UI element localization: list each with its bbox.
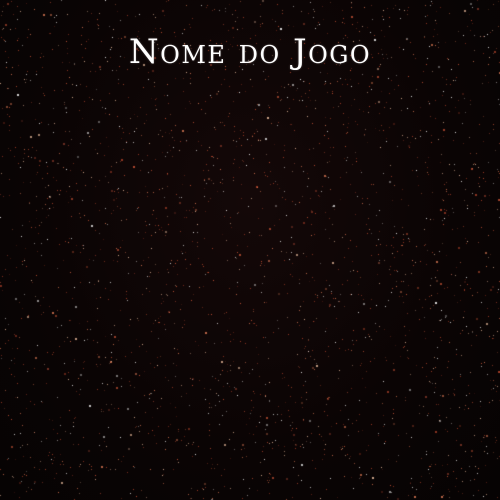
game-title: Nome do Jogo (128, 32, 372, 72)
